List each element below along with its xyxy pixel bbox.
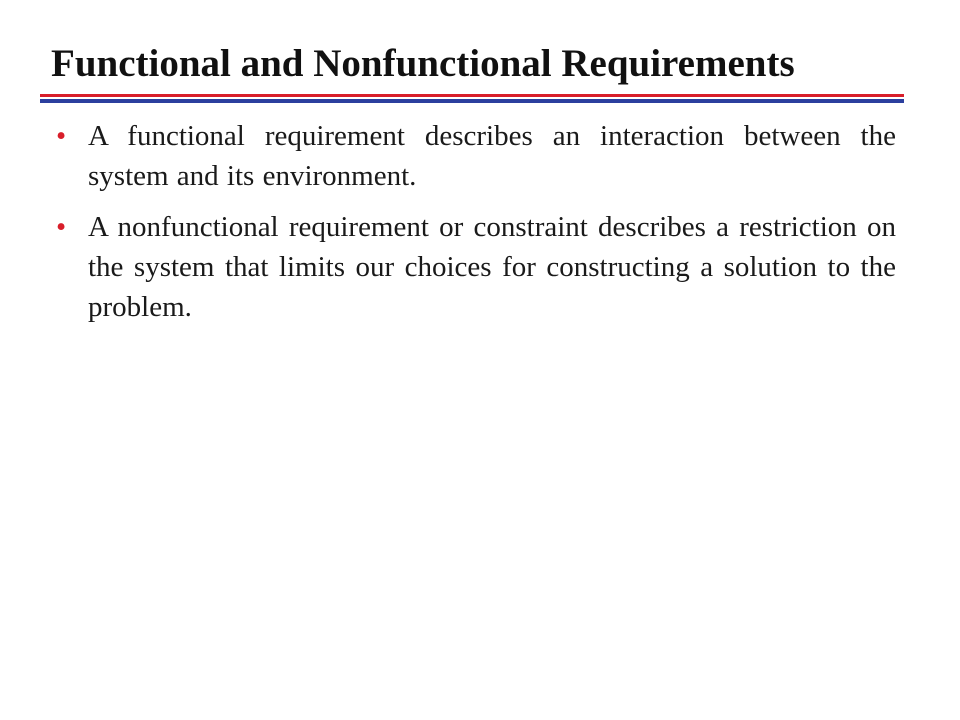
bullet-list bbox=[56, 116, 896, 338]
slide-title: Functional and Nonfunctional Requirements bbox=[51, 42, 795, 85]
bullet-item-nonfunctional bbox=[56, 207, 896, 327]
bullet-marker: • bbox=[56, 120, 67, 152]
title-underline-blue bbox=[40, 99, 904, 103]
bullet-marker: • bbox=[56, 211, 67, 243]
bullet-item-functional bbox=[56, 116, 896, 196]
bullet-text: A nonfunctional requirement or constraint describes a restriction on the system that limits our choices for constructing a solution to the problem. bbox=[88, 211, 896, 323]
bullet-text: A functional requirement describes an interaction between the system and its environment. bbox=[88, 120, 896, 192]
